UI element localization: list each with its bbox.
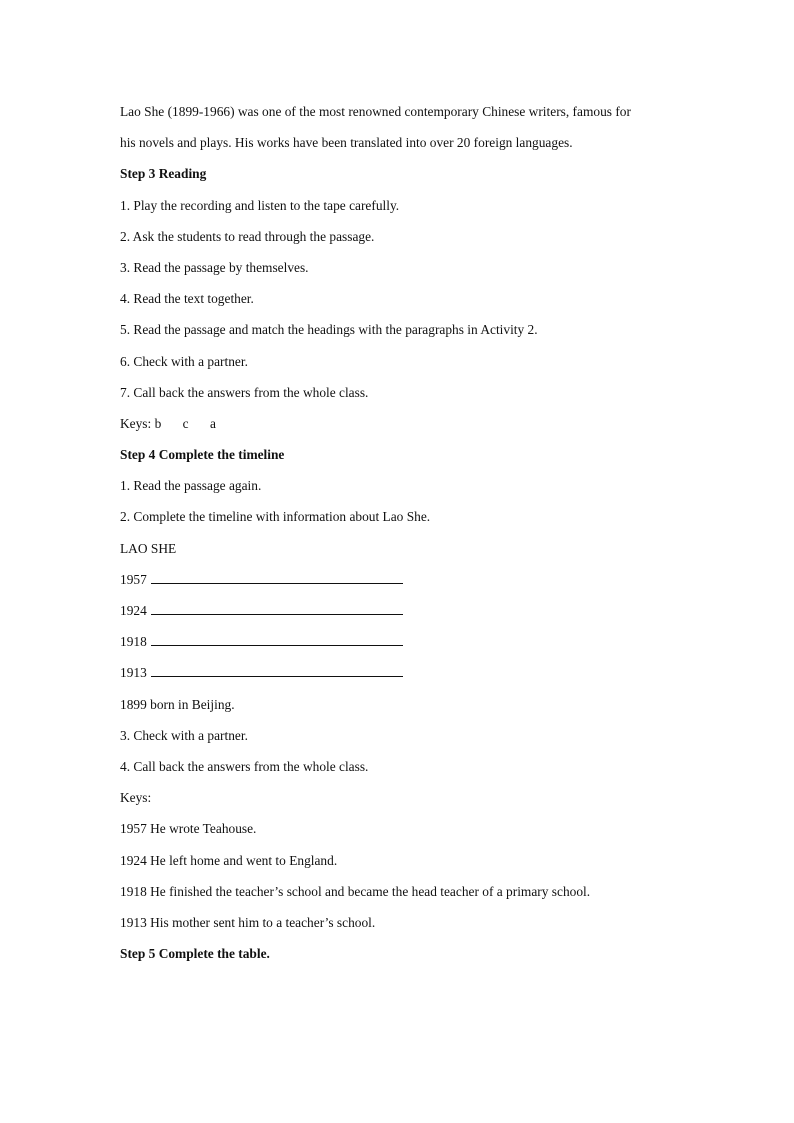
step3-item: 5. Read the passage and match the headings with the paragraphs in Activity 2. [120, 322, 538, 338]
answer-line: 1918 He finished the teacher’s school and became the head teacher of a primary school. [120, 883, 591, 899]
timeline-row-filled: 1899 born in Beijing. [120, 696, 235, 712]
answer-line: 1957 He wrote Teahouse. [120, 821, 257, 837]
step3-item: 1. Play the recording and listen to the tape carefully. [120, 197, 400, 213]
step4-item: 2. Complete the timeline with information about Lao She. [120, 509, 431, 525]
step3-item: 7. Call back the answers from the whole class. [120, 384, 369, 400]
document-page [120, 101, 680, 974]
step4-item: 4. Call back the answers from the whole class. [120, 758, 369, 774]
step3-item: 4. Read the text together. [120, 291, 254, 307]
step3-heading: Step 3 Reading [120, 166, 207, 182]
fill-in-blank [151, 570, 403, 584]
step3-item: 6. Check with a partner. [120, 353, 248, 369]
step3-keys [120, 413, 680, 444]
timeline-row [120, 569, 680, 600]
fill-in-blank [151, 663, 403, 677]
step3-item: 2. Ask the students to read through the passage. [120, 228, 375, 244]
answer-line: 1913 His mother sent him to a teacher’s school. [120, 914, 376, 930]
timeline-year: 1957 [120, 571, 147, 587]
step3-item: 3. Read the passage by themselves. [120, 259, 309, 275]
key-answer: b [154, 415, 162, 431]
answer-line: 1924 He left home and went to England. [120, 852, 338, 868]
step4-heading: Step 4 Complete the timeline [120, 447, 285, 463]
timeline-year: 1924 [120, 603, 147, 618]
timeline-year: 1913 [120, 665, 147, 681]
step4-item: 1. Read the passage again. [120, 478, 262, 494]
intro-line-2: his novels and plays. His works have been translated into over 20 foreign languages. [120, 135, 573, 151]
timeline-title: LAO SHE [120, 540, 177, 556]
intro-line-1: Lao She (1899-1966) was one of the most renowned contemporary Chinese writers, famous for [120, 104, 631, 119]
timeline-row [120, 631, 680, 662]
key-answer: c [182, 415, 189, 431]
step4-item: 3. Check with a partner. [120, 727, 248, 743]
fill-in-blank [151, 632, 403, 646]
timeline-row [120, 600, 680, 631]
timeline-year: 1918 [120, 634, 147, 650]
keys-label: Keys: [120, 790, 152, 806]
timeline-row [120, 662, 680, 693]
fill-in-blank [151, 601, 403, 615]
key-answer: a [209, 415, 216, 431]
step5-heading: Step 5 Complete the table. [120, 946, 270, 962]
keys-label: Keys: [120, 415, 152, 431]
